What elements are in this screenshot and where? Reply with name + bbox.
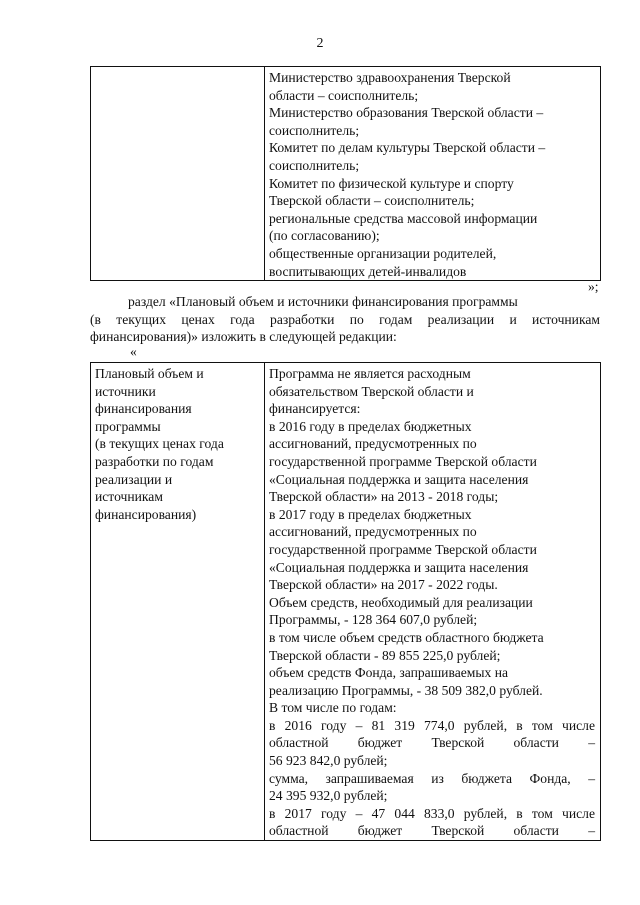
financing-line: в 2016 году в пределах бюджетных <box>269 418 472 434</box>
table1-line: соисполнитель; <box>269 122 360 138</box>
financing-line: в 2016 году – 81 319 774,0 рублей, в том числе <box>269 717 595 733</box>
table1-right-cell <box>265 67 601 281</box>
financing-label-line: разработки по годам <box>95 453 214 469</box>
opening-quote-mark: « <box>130 344 137 359</box>
financing-line: государственной программе Тверской области <box>269 453 537 469</box>
financing-line: 56 923 842,0 рублей; <box>269 753 388 769</box>
table1-line: региональные средства массовой информации <box>269 210 538 226</box>
financing-line: «Социальная поддержка и защита населения <box>269 471 529 487</box>
financing-line: Программы, - 128 364 607,0 рублей; <box>269 612 478 628</box>
financing-line: объем средств Фонда, запрашиваемых на <box>269 665 509 681</box>
financing-label-line: Плановый объем и <box>95 366 204 381</box>
financing-line: 24 395 932,0 рублей; <box>269 788 388 804</box>
table1-line: Министерство образования Тверской области – <box>269 105 544 121</box>
table1-line: Комитет по физической культуре и спорту <box>269 175 514 191</box>
responsible-parties-table <box>90 66 601 281</box>
table1-line: области – соисполнитель; <box>269 87 419 103</box>
financing-line: обязательством Тверской области и <box>269 383 474 399</box>
intro-paragraph <box>90 293 600 346</box>
financing-line: сумма, запрашиваемая из бюджета Фонда, – <box>269 770 595 786</box>
financing-label-line: финансирования) <box>95 506 197 522</box>
financing-line: областной бюджет Тверской области – <box>269 735 595 751</box>
financing-label-line: реализации и <box>95 471 173 487</box>
table1-line: общественные организации родителей, <box>269 245 497 261</box>
financing-label-line: программы <box>95 418 161 434</box>
financing-table <box>90 362 601 841</box>
page-number: 2 <box>316 36 324 51</box>
table-row <box>91 67 601 281</box>
financing-line: ассигнований, предусмотренных по <box>269 524 477 540</box>
intro-line: (в текущих ценах года разработки по годам реализации и источникам <box>90 311 600 327</box>
financing-label-line: финансирования <box>95 401 192 417</box>
financing-line: В том числе по годам: <box>269 700 397 716</box>
financing-line: в том числе объем средств областного бюджета <box>269 629 544 645</box>
financing-line: Программа не является расходным <box>269 366 471 381</box>
financing-line: ассигнований, предусмотренных по <box>269 436 477 452</box>
financing-line: в 2017 году – 47 044 833,0 рублей, в том числе <box>269 805 595 821</box>
financing-line: в 2017 году в пределах бюджетных <box>269 506 472 522</box>
closing-quote-mark: »; <box>588 279 599 294</box>
financing-line: реализацию Программы, - 38 509 382,0 рублей. <box>269 682 543 698</box>
table1-line: Комитет по делам культуры Тверской области – <box>269 140 546 156</box>
intro-line: раздел «Плановый объем и источники финансирования программы <box>128 294 518 309</box>
table1-line: соисполнитель; <box>269 157 360 173</box>
intro-line: финансирования)» изложить в следующей редакции: <box>90 329 397 345</box>
financing-label-line: источникам <box>95 489 163 505</box>
financing-line: государственной программе Тверской области <box>269 541 537 557</box>
financing-label-cell <box>91 363 265 841</box>
financing-line: финансируется: <box>269 401 361 417</box>
table1-line: воспитывающих детей-инвалидов <box>269 263 467 279</box>
table1-line: Тверской области – соисполнитель; <box>269 193 475 209</box>
financing-label-line: источники <box>95 383 156 399</box>
financing-line: Тверской области - 89 855 225,0 рублей; <box>269 647 501 663</box>
financing-content-cell <box>265 363 601 841</box>
table1-left-cell <box>91 67 265 281</box>
financing-line: Тверской области» на 2013 - 2018 годы; <box>269 489 499 505</box>
table1-line: Министерство здравоохранения Тверской <box>269 70 511 85</box>
table-row <box>91 363 601 841</box>
table1-line: (по согласованию); <box>269 228 380 244</box>
financing-line: областной бюджет Тверской области – <box>269 823 595 839</box>
financing-label-line: (в текущих ценах года <box>95 436 224 452</box>
financing-line: Объем средств, необходимый для реализации <box>269 594 533 610</box>
financing-line: «Социальная поддержка и защита населения <box>269 559 529 575</box>
financing-line: Тверской области» на 2017 - 2022 годы. <box>269 577 498 593</box>
